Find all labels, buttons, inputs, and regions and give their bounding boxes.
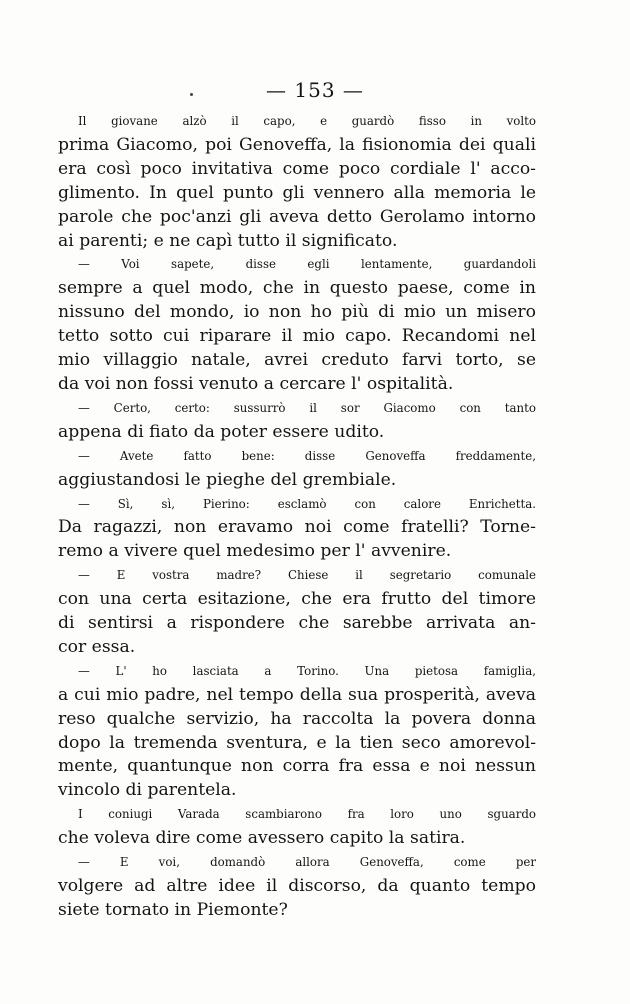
text-line: era così poco invitativa come poco cordiale l' acco-: [58, 158, 536, 179]
paragraph: [58, 253, 536, 396]
body-text: [58, 110, 536, 923]
text-line: sempre a quel modo, che in questo paese, come in: [58, 278, 536, 299]
text-line: — Voi sapete, disse egli lentamente, guardandoli: [78, 257, 536, 272]
text-line: — Certo, certo: sussurrò il sor Giacomo con tanto: [78, 400, 536, 415]
page-number: — 153 —: [266, 78, 364, 102]
text-line: cor essa.: [58, 636, 136, 657]
text-line: volgere ad altre idee il discorso, da quanto tempo: [58, 876, 536, 896]
text-line: appena di fiato da poter essere udito.: [58, 421, 385, 442]
text-line: nissuno del mondo, io non ho più di mio un misero: [58, 302, 536, 323]
text-line: aggiustandosi le pieghe del grembiale.: [58, 469, 397, 490]
text-line: Da ragazzi, non eravamo noi come fratelli? Torne-: [58, 517, 536, 538]
text-line: vincolo di parentela.: [58, 780, 237, 801]
print-speck: [190, 93, 193, 96]
text-line: mio villaggio natale, avrei creduto farvi torto, se: [58, 350, 536, 371]
text-line: da voi non fossi venuto a cercare l' ospitalità.: [58, 373, 454, 394]
text-line: glimento. In quel punto gli vennero alla memoria le: [58, 182, 536, 203]
text-line: remo a vivere quel medesimo per l' avvenire.: [58, 541, 452, 562]
text-line: I coniugi Varada scambiarono fra loro uno sguardo: [78, 807, 536, 822]
text-line: — Sì, sì, Pierino: esclamò con calore Enrichetta.: [78, 496, 536, 511]
text-line: — Avete fatto bene: disse Genoveffa freddamente,: [78, 448, 536, 463]
paragraph: [58, 851, 536, 923]
text-line: ai parenti; e ne capì tutto il significato.: [58, 230, 398, 251]
text-line: che voleva dire come avessero capito la satira.: [58, 828, 466, 849]
paragraph: [58, 493, 536, 565]
text-line: — E voi, domandò allora Genoveffa, come per: [78, 855, 536, 870]
text-line: dopo la tremenda sventura, e la tien seco amorevol-: [58, 732, 536, 753]
paragraph: [58, 397, 536, 445]
paragraph: [58, 110, 536, 253]
text-line: tetto sotto cui riparare il mio capo. Recandomi nel: [58, 326, 536, 347]
text-line: — L' ho lasciata a Torino. Una pietosa famiglia,: [78, 663, 536, 678]
text-line: prima Giacomo, poi Genoveffa, la fisionomia dei quali: [58, 134, 536, 155]
text-line: parole che poc'anzi gli aveva detto Gerolamo intorno: [58, 206, 536, 227]
paragraph: [58, 803, 536, 851]
text-line: a cui mio padre, nel tempo della sua prosperità, aveva: [58, 684, 536, 705]
text-line: Il giovane alzò il capo, e guardò fisso in volto: [78, 114, 536, 128]
text-line: mente, quantunque non corra fra essa e noi nessun: [58, 756, 536, 777]
paragraph: [58, 564, 536, 660]
text-line: siete tornato in Piemonte?: [58, 899, 288, 920]
text-line: reso qualche servizio, ha raccolta la povera donna: [58, 708, 536, 729]
paragraph: [58, 660, 536, 803]
text-line: di sentirsi a rispondere che sarebbe arrivata an-: [58, 613, 536, 634]
paragraph: [58, 445, 536, 493]
text-line: con una certa esitazione, che era frutto del timore: [58, 589, 536, 610]
text-line: — E vostra madre? Chiese il segretario comunale: [78, 568, 536, 583]
